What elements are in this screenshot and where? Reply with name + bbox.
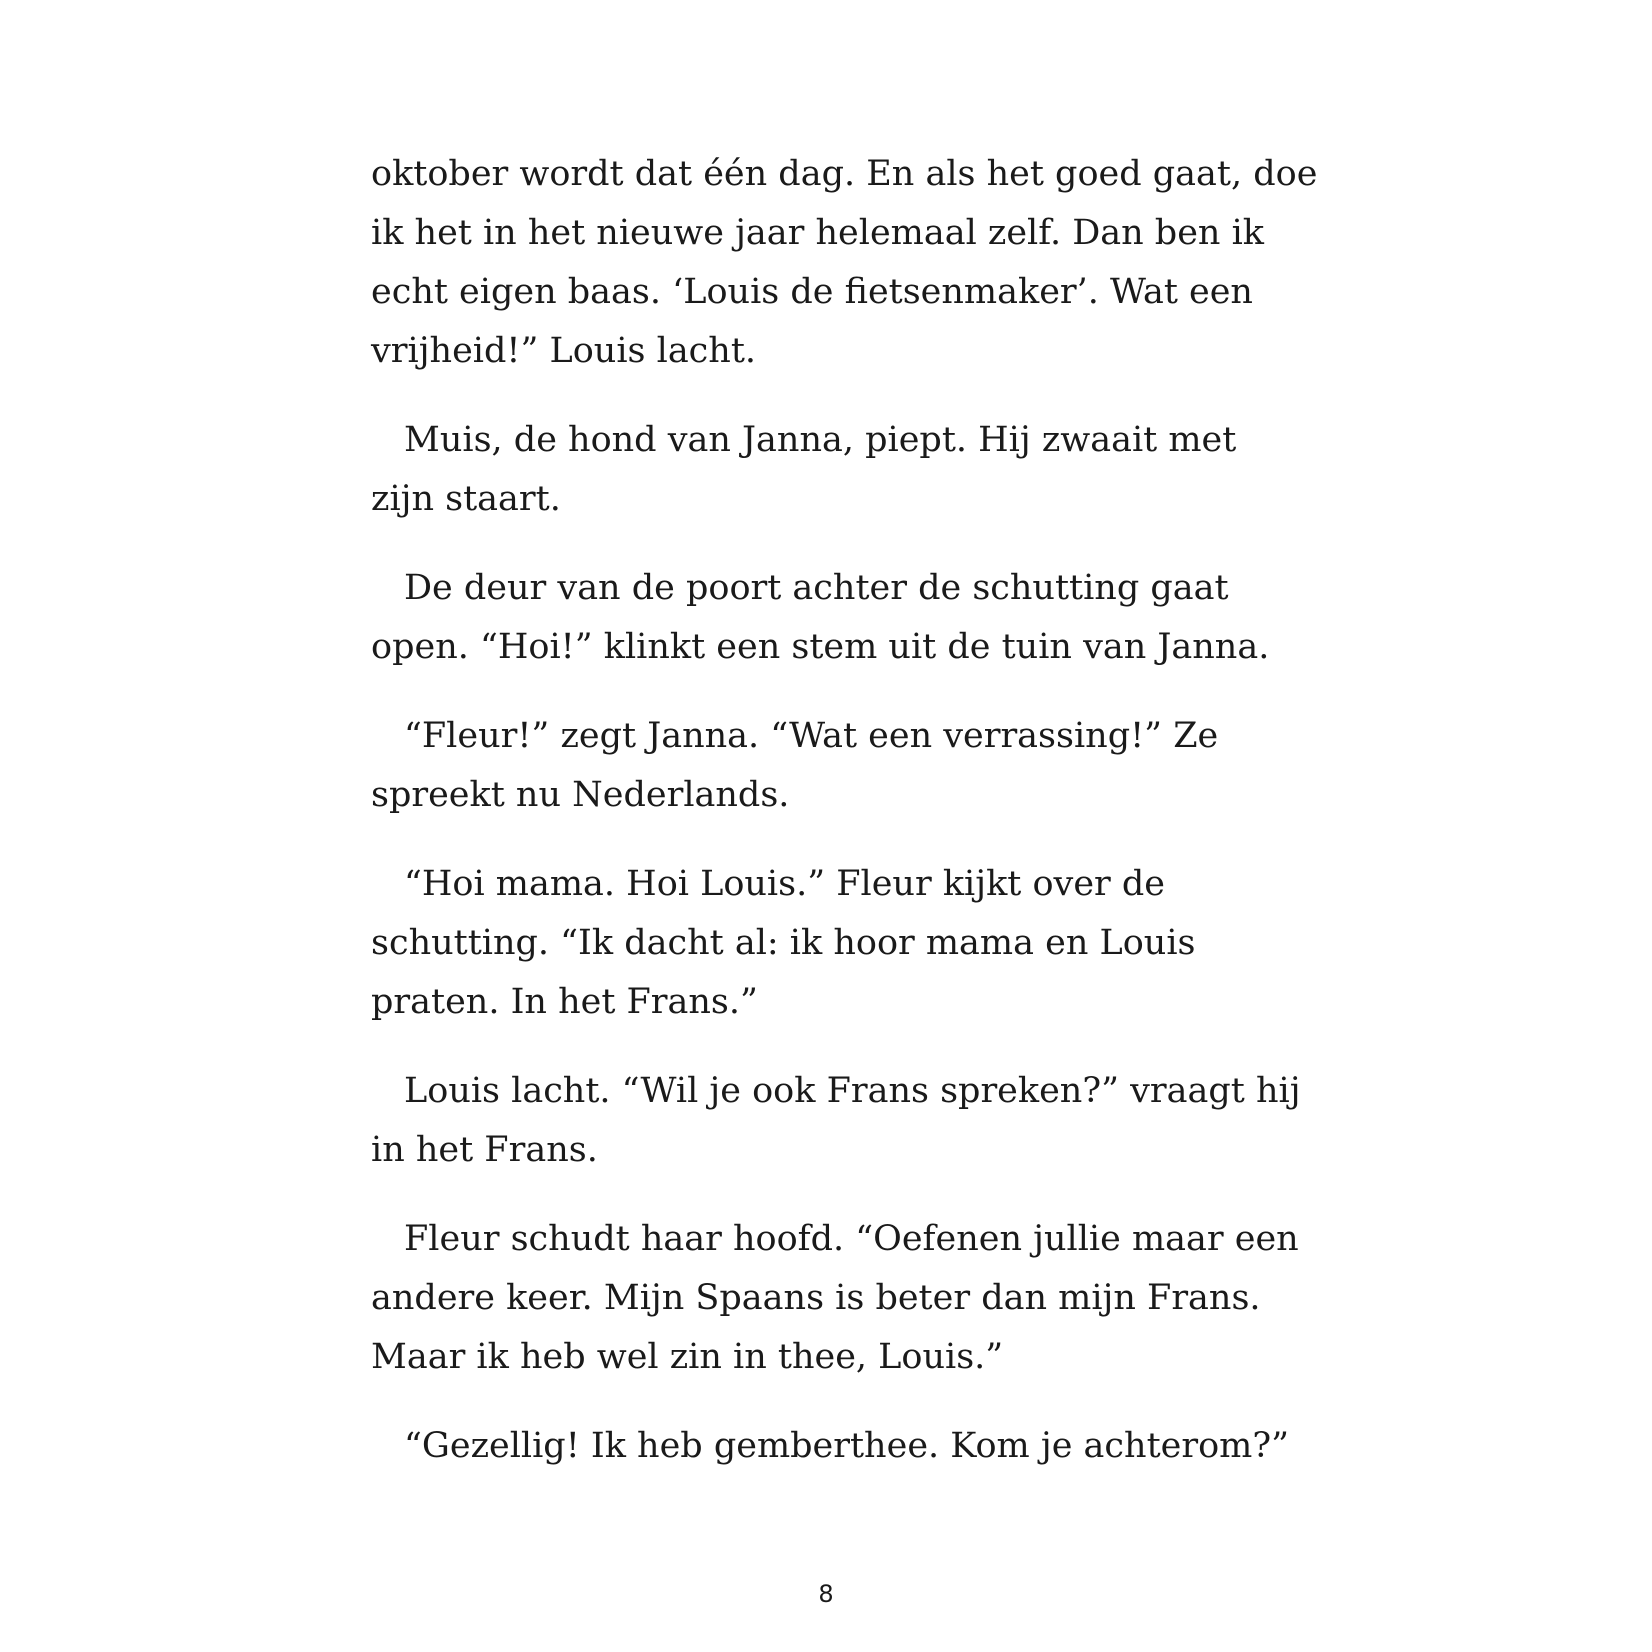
text-line: spreekt nu Nederlands. [371,775,790,815]
text-line: zijn staart. [371,479,561,519]
text-line: “Hoi mama. Hoi Louis.” Fleur kijkt over de [404,864,1166,904]
text-line: echt eigen baas. ‘Louis de fietsenmaker’. Wat een [371,272,1253,312]
text-line: Fleur schudt haar hoofd. “Oefenen jullie maar een [404,1219,1299,1259]
text-line: open. “Hoi!” klinkt een stem uit de tuin van Janna. [371,627,1270,667]
paragraph [371,559,1291,677]
paragraph [371,411,1291,529]
paragraph [371,1210,1299,1387]
text-line: praten. In het Frans.” [371,982,758,1022]
paragraph [371,707,1291,825]
page-number: 8 [818,1580,834,1608]
text-line: oktober wordt dat één dag. En als het goed gaat, doe [371,154,1318,194]
text-line: Louis lacht. “Wil je ook Frans spreken?” vraagt hij [404,1071,1301,1111]
text-line: schutting. “Ik dacht al: ik hoor mama en Louis [371,923,1196,963]
paragraph [371,855,1291,1032]
text-line: andere keer. Mijn Spaans is beter dan mijn Frans. [371,1278,1261,1318]
body-text [371,145,1318,1506]
text-line: ik het in het nieuwe jaar helemaal zelf. Dan ben ik [371,213,1264,253]
text-line: in het Frans. [371,1130,598,1170]
text-line: Maar ik heb wel zin in thee, Louis.” [371,1337,1004,1377]
text-line: De deur van de poort achter de schutting gaat [404,568,1229,608]
text-line: Muis, de hond van Janna, piept. Hij zwaait met [404,420,1237,460]
paragraph [371,1062,1301,1180]
paragraph [371,145,1318,381]
text-line: “Fleur!” zegt Janna. “Wat een verrassing!” Ze [404,716,1219,756]
paragraph [371,1417,1291,1476]
text-line: “Gezellig! Ik heb gemberthee. Kom je achterom?” [404,1426,1289,1466]
text-line: vrijheid!” Louis lacht. [371,331,757,371]
